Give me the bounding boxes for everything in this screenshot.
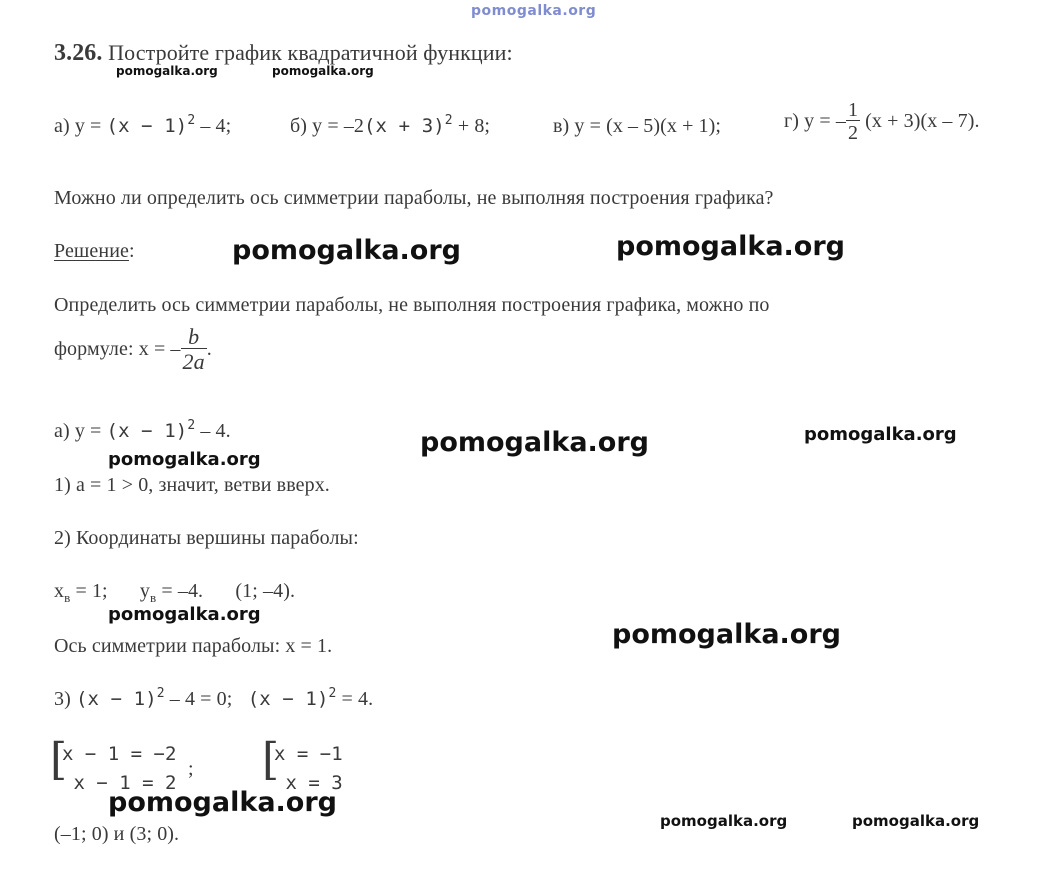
roots: (–1; 0) и (3; 0).: [54, 823, 180, 845]
watermark: pomogalka.org: [852, 812, 980, 830]
system-bracket-left: [: [50, 734, 68, 785]
step-3: 3) $(x - 1)^2 - 4 = 0$; $(x - 1)^2 = 4$.: [54, 686, 374, 710]
problem-item-a: а) $у = (x - 1)^2 - 4$;: [54, 113, 232, 137]
vertex-coordinates: $х_в = 1$; $у_в = -4$. (1; –4).: [54, 580, 296, 605]
solution-heading: Решение:: [54, 240, 135, 262]
watermark: pomogalka.org: [108, 604, 261, 625]
watermark: pomogalka.org: [612, 619, 841, 650]
problem-heading: [54, 40, 513, 67]
watermark: pomogalka.org: [660, 812, 788, 830]
watermark: pomogalka.org: [804, 424, 957, 445]
symmetry-formula: формуле: х = – $\frac{b}{2a}$ .: [54, 324, 212, 374]
watermark-top: pomogalka.org: [471, 3, 597, 19]
system-bracket-right: [: [262, 734, 280, 785]
part-a-function: а) $у = (x - 1)^2 - 4$.: [54, 418, 231, 442]
solution-intro: Определить ось симметрии параболы, не выполняя построения графика, можно по: [54, 294, 770, 316]
watermark: pomogalka.org: [232, 235, 461, 266]
watermark: pomogalka.org: [108, 787, 337, 818]
step-2: 2) Координаты вершины параболы:: [54, 527, 359, 549]
watermark: pomogalka.org: [116, 64, 218, 78]
problem-statement: Постройте график квадратичной функции:: [108, 40, 513, 65]
symmetry-axis: Ось симметрии параболы: х = 1.: [54, 635, 333, 657]
step-1: 1) а = 1 > 0, значит, ветви вверх.: [54, 474, 330, 496]
watermark: pomogalka.org: [616, 231, 845, 262]
system-2: x = −1 x = 3: [274, 743, 343, 794]
watermark: pomogalka.org: [272, 64, 374, 78]
watermark: pomogalka.org: [420, 427, 649, 458]
problem-number: 3.26.: [54, 40, 103, 66]
problem-item-g: г) у = – $\frac{1}{2}$ (х + 3)(х – 7).: [784, 99, 980, 144]
problem-item-b: б) $у = -2(x + 3)^2 + 8$;: [290, 113, 491, 137]
problem-item-v: в) у = (х – 5)(х + 1);: [553, 115, 722, 137]
system-separator: ;: [188, 758, 194, 780]
system-1: x − 1 = −2 x − 1 = 2: [62, 743, 177, 794]
watermark: pomogalka.org: [108, 449, 261, 470]
problem-question: Можно ли определить ось симметрии параболы, не выполняя построения графика?: [54, 187, 774, 209]
